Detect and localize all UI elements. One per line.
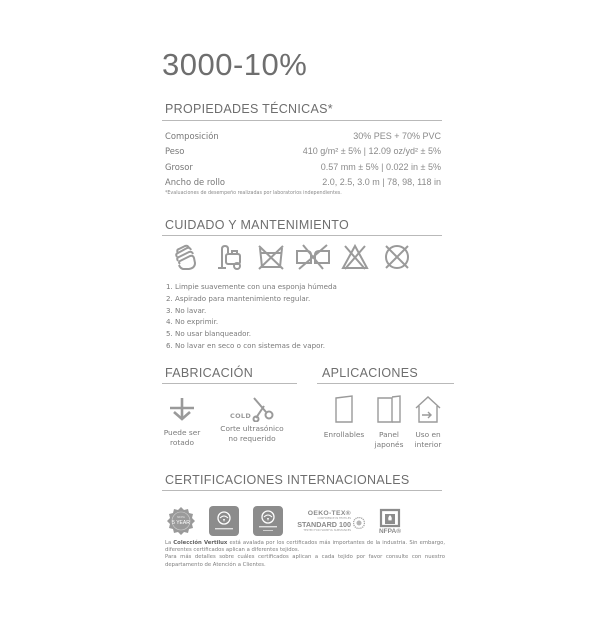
- section-heading-applications: APLICACIONES: [322, 366, 418, 380]
- property-label: Ancho de rollo: [165, 177, 226, 188]
- panel-track-icon: [375, 394, 403, 424]
- greenguard-gold-badge-icon: [253, 506, 283, 536]
- section-divider: [162, 120, 442, 121]
- no-bleach-icon: [334, 242, 376, 272]
- property-row-thickness: [165, 159, 441, 175]
- care-instruction: 3. No lavar.: [166, 305, 207, 315]
- property-value: 410 g/m² ± 5% | 12.09 oz/yd² ± 5%: [302, 146, 441, 157]
- technical-properties-table: [165, 128, 441, 190]
- section-divider: [162, 383, 297, 384]
- section-heading-certifications: CERTIFICACIONES INTERNACIONALES: [165, 473, 410, 487]
- seal-badge-icon: [164, 505, 198, 537]
- no-wring-icon: [292, 242, 334, 272]
- property-value: 2.0, 2.5, 3.0 m | 78, 98, 118 in: [322, 177, 441, 188]
- section-heading-fabrication: FABRICACIÓN: [165, 366, 254, 380]
- care-instruction: 1. Limpie suavemente con una esponja húmeda: [166, 282, 337, 291]
- no-wash-icon: [250, 242, 292, 272]
- section-heading-technical: PROPIEDADES TÉCNICAS*: [165, 102, 333, 116]
- fabrication-label: Corte ultrasónico no requerido: [220, 424, 284, 443]
- fabrication-item-rotatable: [162, 396, 202, 448]
- cold-scissors-icon: COLD: [216, 396, 288, 422]
- care-instruction: 4. No exprimir.: [166, 317, 219, 327]
- care-instructions-list: [166, 281, 337, 352]
- rotate-arrows-icon: [168, 396, 196, 422]
- greenguard-badge-icon: [209, 506, 239, 536]
- care-icons-row: [166, 242, 418, 272]
- section-divider: [317, 383, 454, 384]
- care-instruction: 5. No usar blanqueador.: [166, 329, 252, 339]
- care-instruction: 6. No lavar en seco o con sistemas de vapor.: [166, 340, 325, 350]
- nfpa-badge-icon: NFPA®: [375, 505, 405, 537]
- property-row-weight: [165, 144, 441, 160]
- property-row-roll-width: [165, 175, 441, 191]
- legal-paragraph-2: Para más detalles sobre cuáles certificados aplican a cada tejido por favor consulte con nuestro departamento de Atención a Clientes.: [165, 554, 445, 568]
- application-item-panel: [371, 394, 407, 450]
- fabrication-item-cold-cut: [216, 396, 288, 444]
- property-label: Peso: [165, 146, 185, 157]
- property-value: 0.57 mm ± 5% | 0.022 in ± 5%: [320, 161, 441, 172]
- oeko-tex-badge-icon: OEKO-TEX® CONFIDENCE IN TEXTILES STANDARD 100 TESTED FOR HARMFUL SUBSTANCES: [297, 505, 367, 537]
- property-row-composition: [165, 128, 441, 144]
- application-label: Enrollables: [323, 430, 365, 439]
- property-label: Composición: [165, 130, 219, 141]
- vacuum-icon: [208, 242, 250, 272]
- product-title: 3000-10%: [162, 47, 308, 82]
- application-label: Panel japonés: [374, 430, 404, 449]
- certifications-legal-text: [165, 540, 445, 569]
- indoor-house-icon: [413, 394, 443, 424]
- care-instruction: 2. Aspirado para mantenimiento regular.: [166, 293, 311, 303]
- no-dry-clean-icon: [376, 242, 418, 272]
- brand-name: Colección Vertilux: [173, 540, 228, 546]
- fabrication-label: Puede ser rotado: [163, 428, 201, 447]
- certification-badges: [164, 505, 405, 537]
- technical-footnote: *Evaluaciones de desempeño realizadas por laboratorios independientes.: [165, 191, 342, 196]
- section-divider: [162, 235, 442, 236]
- section-heading-care: CUIDADO Y MANTENIMIENTO: [165, 218, 350, 232]
- property-value: 30% PES + 70% PVC: [353, 130, 441, 141]
- roller-blind-icon: [331, 394, 357, 424]
- application-item-roller: [320, 394, 368, 440]
- svg-text:5 YEAR: 5 YEAR: [172, 520, 190, 526]
- legal-paragraph-1: La Colección Vertilux está avalada por los certificados más importantes de la industria. Sin embargo, diferentes certificados aplican a diferentes tejidos.: [165, 540, 445, 554]
- svg-text:NFPA: NFPA: [177, 515, 185, 519]
- application-label: Uso en interior: [414, 430, 442, 449]
- application-item-indoor: [410, 394, 446, 450]
- section-divider: [162, 490, 442, 491]
- property-label: Grosor: [165, 161, 193, 172]
- hand-sponge-icon: [166, 242, 208, 272]
